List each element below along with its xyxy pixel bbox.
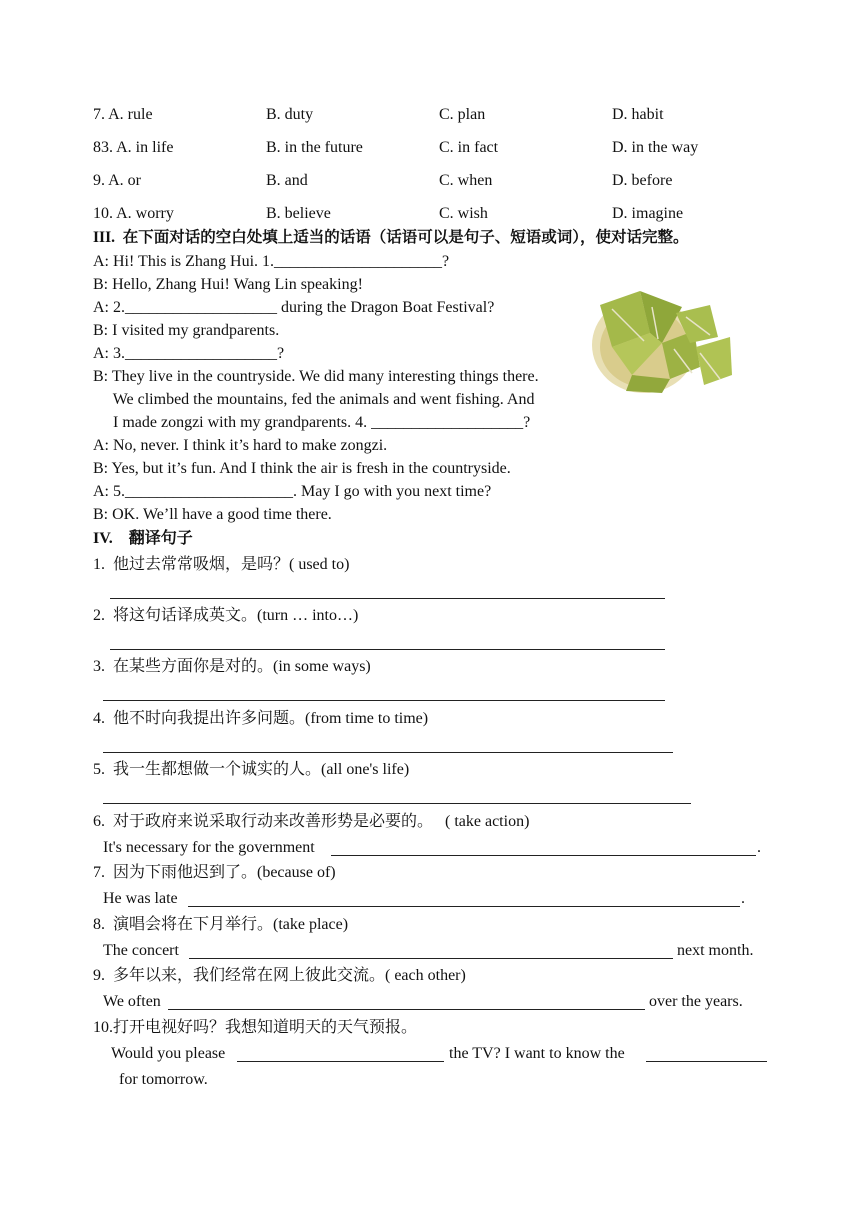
answer-line-10a[interactable] bbox=[237, 1061, 444, 1062]
answer-8-suffix: next month. bbox=[677, 942, 754, 959]
section-3-heading: III. 在下面对话的空白处填上适当的话语（话语可以是句子、短语或词），使对话完整。 bbox=[93, 229, 689, 246]
section-4-heading: IV. 翻译句子 bbox=[93, 530, 193, 547]
answer-9-prefix: We often bbox=[103, 993, 161, 1010]
translation-item-3: 3. 在某些方面你是对的。(in some ways) bbox=[93, 658, 371, 675]
answer-line-3[interactable] bbox=[103, 700, 665, 701]
translation-item-9: 9. 多年以来，我们经常在网上彼此交流。( each other) bbox=[93, 967, 466, 984]
dialogue-line: B: Hello, Zhang Hui! Wang Lin speaking! bbox=[93, 276, 363, 293]
translation-item-10: 10.打开电视好吗？我想知道明天的天气预报。 bbox=[93, 1019, 418, 1036]
choice-8-d: D. in the way bbox=[612, 139, 699, 156]
translation-item-6: 6. 对于政府来说采取行动来改善形势是必要的。 ( take action) bbox=[93, 813, 530, 830]
answer-line-7[interactable] bbox=[188, 906, 740, 907]
choice-9-d: D. before bbox=[612, 172, 673, 189]
dialogue-line: B: Yes, but it’s fun. And I think the air is fresh in the countryside. bbox=[93, 460, 511, 477]
answer-line-8[interactable] bbox=[189, 958, 673, 959]
answer-10-part-c: for tomorrow. bbox=[119, 1071, 208, 1088]
answer-6-suffix: . bbox=[757, 839, 761, 856]
answer-line-5[interactable] bbox=[103, 803, 691, 804]
choice-10-a: 10. A. worry bbox=[93, 205, 174, 222]
dialogue-line: B: I visited my grandparents. bbox=[93, 322, 280, 339]
choice-9-c: C. when bbox=[439, 172, 493, 189]
answer-line-10b[interactable] bbox=[646, 1061, 767, 1062]
translation-item-8: 8. 演唱会将在下月举行。(take place) bbox=[93, 916, 349, 933]
answer-6-prefix: It's necessary for the government bbox=[103, 839, 315, 856]
answer-8-prefix: The concert bbox=[103, 942, 179, 959]
choice-8-b: B. in the future bbox=[266, 139, 363, 156]
translation-item-4: 4. 他不时向我提出许多问题。(from time to time) bbox=[93, 710, 429, 727]
answer-7-prefix: He was late bbox=[103, 890, 178, 907]
dialogue-line: A: No, never. I think it’s hard to make zongzi. bbox=[93, 437, 388, 454]
dialogue-line: A: 5._____________________. May I go with you next time? bbox=[93, 483, 492, 500]
choice-9-b: B. and bbox=[266, 172, 308, 189]
answer-line-6[interactable] bbox=[331, 855, 756, 856]
translation-item-1: 1. 他过去常常吸烟，是吗？( used to) bbox=[93, 556, 350, 573]
answer-line-2[interactable] bbox=[110, 649, 665, 650]
choice-7-d: D. habit bbox=[612, 106, 664, 123]
choice-8-a: 83. A. in life bbox=[93, 139, 174, 156]
dialogue-line: A: 2.___________________ during the Dragon Boat Festival? bbox=[93, 299, 495, 316]
choice-7-c: C. plan bbox=[439, 106, 486, 123]
dialogue-line: A: Hi! This is Zhang Hui. 1._____________________? bbox=[93, 253, 450, 270]
choice-9-a: 9. A. or bbox=[93, 172, 141, 189]
answer-line-1[interactable] bbox=[110, 598, 665, 599]
dialogue-line: B: They live in the countryside. We did many interesting things there. bbox=[93, 368, 539, 385]
dialogue-line: A: 3.___________________? bbox=[93, 345, 285, 362]
translation-item-7: 7. 因为下雨他迟到了。(because of) bbox=[93, 864, 336, 881]
translation-item-2: 2. 将这句话译成英文。(turn … into…) bbox=[93, 607, 359, 624]
dialogue-line: I made zongzi with my grandparents. 4. ___________________? bbox=[93, 414, 531, 431]
answer-line-4[interactable] bbox=[103, 752, 673, 753]
choice-8-c: C. in fact bbox=[439, 139, 499, 156]
choice-10-c: C. wish bbox=[439, 205, 488, 222]
answer-9-suffix: over the years. bbox=[649, 993, 743, 1010]
choice-7-a: 7. A. rule bbox=[93, 106, 153, 123]
answer-10-part-a: Would you please bbox=[111, 1045, 226, 1062]
translation-item-5: 5. 我一生都想做一个诚实的人。(all one's life) bbox=[93, 761, 410, 778]
dialogue-line: We climbed the mountains, fed the animals and went fishing. And bbox=[93, 391, 535, 408]
answer-7-suffix: . bbox=[741, 890, 745, 907]
choice-10-b: B. believe bbox=[266, 205, 331, 222]
choice-7-b: B. duty bbox=[266, 106, 314, 123]
answer-line-9[interactable] bbox=[168, 1009, 645, 1010]
zongzi-photo bbox=[592, 287, 734, 395]
answer-10-part-b: the TV? I want to know the bbox=[449, 1045, 625, 1062]
dialogue-line: B: OK. We’ll have a good time there. bbox=[93, 506, 332, 523]
choice-10-d: D. imagine bbox=[612, 205, 684, 222]
